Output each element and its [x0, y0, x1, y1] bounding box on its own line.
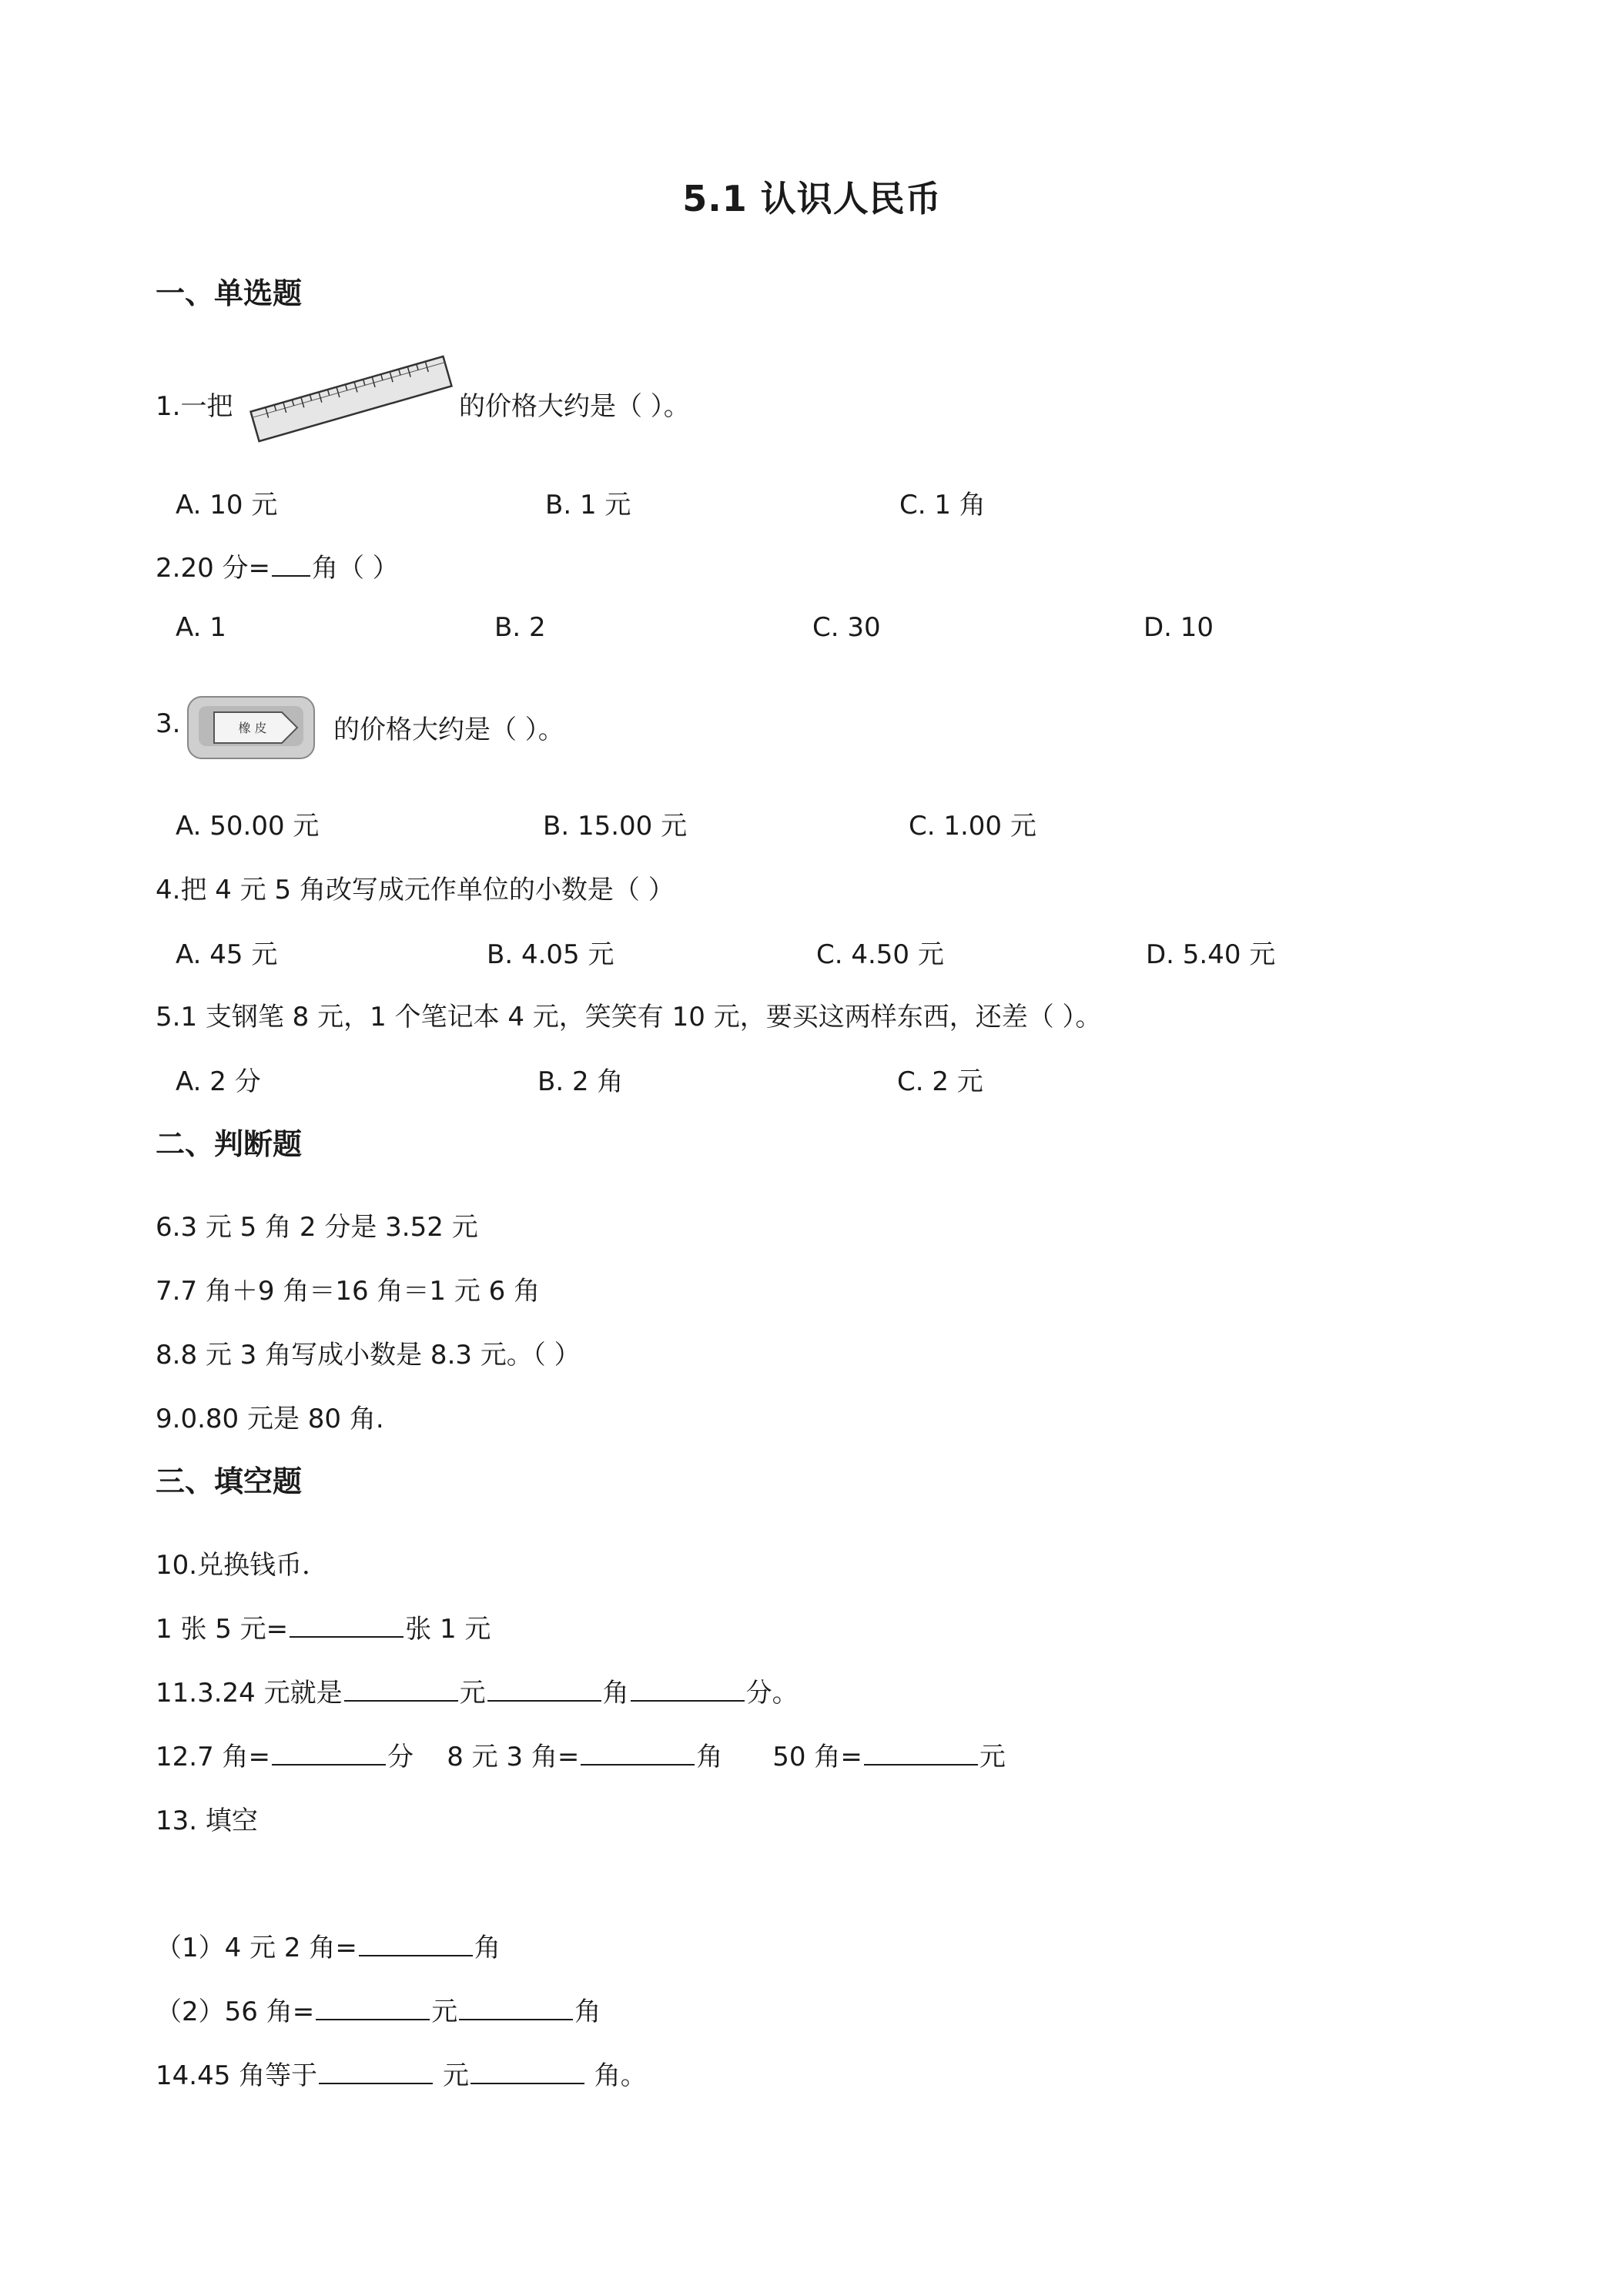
q10-line-suffix: 张 1 元 — [405, 1614, 491, 1645]
q11-suffix: 分。 — [745, 1678, 799, 1709]
q3-option-b[interactable]: B. 15.00 元 — [543, 811, 688, 842]
q13-sub1-prefix: （1）4 元 2 角= — [156, 1933, 357, 1963]
q14-suffix: 角。 — [585, 2060, 647, 2091]
ruler-icon — [243, 346, 459, 450]
q2-option-b[interactable]: B. 2 — [494, 612, 546, 643]
question-1 — [156, 385, 233, 423]
page-title: 5.1 认识人民币 — [682, 178, 942, 219]
q11-unit-2: 角 — [602, 1678, 629, 1709]
q13-sub1-suffix: 角 — [474, 1933, 501, 1963]
q2-option-d[interactable]: D. 10 — [1143, 612, 1214, 643]
answer-blank[interactable] — [272, 1741, 386, 1766]
question-10: 10.兑换钱币． — [156, 1550, 329, 1581]
question-2 — [156, 547, 399, 584]
q4-option-a[interactable]: A. 45 元 — [176, 939, 278, 970]
question-3 — [156, 708, 180, 739]
question-5: 5.1 支钢笔 8 元，1 个笔记本 4 元，笑笑有 10 元，要买这两样东西，还差（ ）。 — [156, 1002, 1102, 1033]
q5-option-c[interactable]: C. 2 元 — [897, 1066, 983, 1097]
q4-option-c[interactable]: C. 4.50 元 — [816, 939, 944, 970]
q2-option-a[interactable]: A. 1 — [176, 612, 226, 643]
question-13-sub-2 — [156, 1990, 601, 2028]
q11-prefix: 11.3.24 元就是 — [156, 1678, 343, 1709]
q13-sub2-prefix: （2）56 角= — [156, 1996, 315, 2027]
q5-option-b[interactable]: B. 2 角 — [537, 1066, 624, 1097]
q11-unit-1: 元 — [459, 1678, 486, 1709]
section-true-false: 二、判断题 — [156, 1127, 303, 1161]
answer-blank[interactable] — [581, 1741, 695, 1766]
q1-option-a[interactable]: A. 10 元 — [176, 490, 278, 520]
q12-part-2: 分 8 元 3 角= — [387, 1742, 580, 1772]
q3-option-a[interactable]: A. 50.00 元 — [176, 811, 320, 842]
question-11 — [156, 1672, 799, 1709]
answer-blank[interactable] — [290, 1613, 403, 1638]
answer-blank[interactable] — [470, 2060, 584, 2084]
q12-part-4: 元 — [979, 1742, 1006, 1772]
answer-blank[interactable] — [344, 1677, 458, 1702]
question-2-prefix: 2.20 分= — [156, 553, 270, 584]
question-10-line — [156, 1608, 491, 1645]
question-9: 9.0.80 元是 80 角. — [156, 1404, 384, 1434]
q14-prefix: 14.45 角等于 — [156, 2060, 318, 2091]
question-6: 6.3 元 5 角 2 分是 3.52 元 — [156, 1212, 478, 1243]
question-8: 8.8 元 3 角写成小数是 8.3 元。（ ） — [156, 1340, 581, 1371]
q14-mid: 元 — [434, 2060, 469, 2091]
q13-sub2-mid: 元 — [431, 1996, 458, 2027]
eraser-label: 橡 皮 — [238, 721, 267, 735]
question-2-suffix: 角（ ） — [312, 553, 399, 584]
question-14 — [156, 2054, 647, 2092]
question-13: 13. 填空 — [156, 1806, 258, 1836]
section-single-choice: 一、单选题 — [156, 276, 303, 310]
answer-blank[interactable] — [864, 1741, 978, 1766]
question-7: 7.7 角＋9 角＝16 角＝1 元 6 角 — [156, 1276, 541, 1307]
answer-blank[interactable] — [487, 1677, 601, 1702]
answer-blank[interactable] — [359, 1932, 473, 1956]
q2-option-c[interactable]: C. 30 — [812, 612, 881, 643]
eraser-icon — [182, 689, 320, 766]
question-1-prefix: 1.一把 — [156, 391, 233, 422]
answer-blank[interactable] — [459, 1996, 573, 2020]
answer-blank[interactable] — [319, 2060, 433, 2084]
answer-blank[interactable] — [631, 1677, 745, 1702]
q1-option-b[interactable]: B. 1 元 — [545, 490, 631, 520]
question-1-text: 的价格大约是（ ）。 — [459, 391, 690, 422]
q1-option-c[interactable]: C. 1 角 — [899, 490, 986, 520]
q4-option-b[interactable]: B. 4.05 元 — [487, 939, 614, 970]
q12-part-3: 角 50 角= — [696, 1742, 862, 1772]
q10-line-prefix: 1 张 5 元= — [156, 1614, 289, 1645]
q4-option-d[interactable]: D. 5.40 元 — [1146, 939, 1276, 970]
question-13-sub-1 — [156, 1926, 501, 1964]
question-3-prefix: 3. — [156, 708, 181, 739]
question-4: 4.把 4 元 5 角改写成元作单位的小数是（ ） — [156, 875, 675, 905]
q13-sub2-suffix: 角 — [574, 1996, 601, 2027]
answer-blank[interactable] — [316, 1996, 430, 2020]
answer-blank[interactable] — [272, 552, 310, 577]
q12-part-1: 12.7 角= — [156, 1742, 270, 1772]
question-3-text: 的价格大约是（ ）。 — [333, 715, 564, 745]
q5-option-a[interactable]: A. 2 分 — [176, 1066, 261, 1097]
section-fill-blank: 三、填空题 — [156, 1464, 303, 1498]
question-12 — [156, 1735, 1006, 1773]
q3-option-c[interactable]: C. 1.00 元 — [909, 811, 1036, 842]
